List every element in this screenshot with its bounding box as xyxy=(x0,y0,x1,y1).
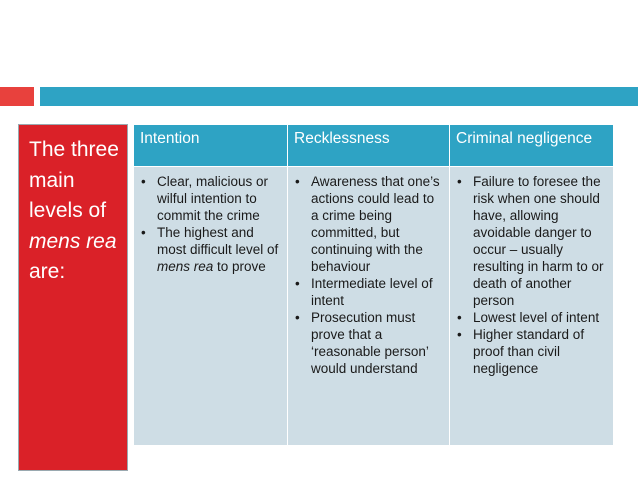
bullet-list xyxy=(292,173,445,377)
side-panel xyxy=(18,124,128,471)
bullet-list xyxy=(138,173,283,275)
table-row xyxy=(134,167,614,446)
header-criminal-negligence: Criminal negligence xyxy=(450,125,614,167)
list-item: • Lowest level of intent xyxy=(454,309,609,326)
bullet-list xyxy=(454,173,609,377)
list-item: • Failure to foresee the risk when one should have, allowing avoidable danger to occur – usually resulting in harm to or death of another person xyxy=(454,173,609,309)
cell-recklessness xyxy=(288,167,450,446)
list-item: • Awareness that one’s actions could lead to a crime being committed, but continuing with the behaviour xyxy=(292,173,445,275)
cell-intention xyxy=(134,167,288,446)
list-item: • Clear, malicious or wilful intention to commit the crime xyxy=(138,173,283,224)
list-item: • The highest and most difficult level of mens rea to prove xyxy=(138,224,283,275)
list-item: • Intermediate level of intent xyxy=(292,275,445,309)
list-item: • Prosecution must prove that a ‘reasonable person’ would understand xyxy=(292,309,445,377)
decorative-bar-blue xyxy=(40,87,638,106)
mens-rea-table xyxy=(133,124,614,446)
cell-criminal-negligence xyxy=(450,167,614,446)
side-panel-text: The three main levels of mens rea are: xyxy=(29,138,119,283)
header-intention: Intention xyxy=(134,125,288,167)
table-header-row xyxy=(134,125,614,167)
list-item: • Higher standard of proof than civil negligence xyxy=(454,326,609,377)
header-recklessness: Recklessness xyxy=(288,125,450,167)
decorative-bar-red xyxy=(0,87,34,106)
